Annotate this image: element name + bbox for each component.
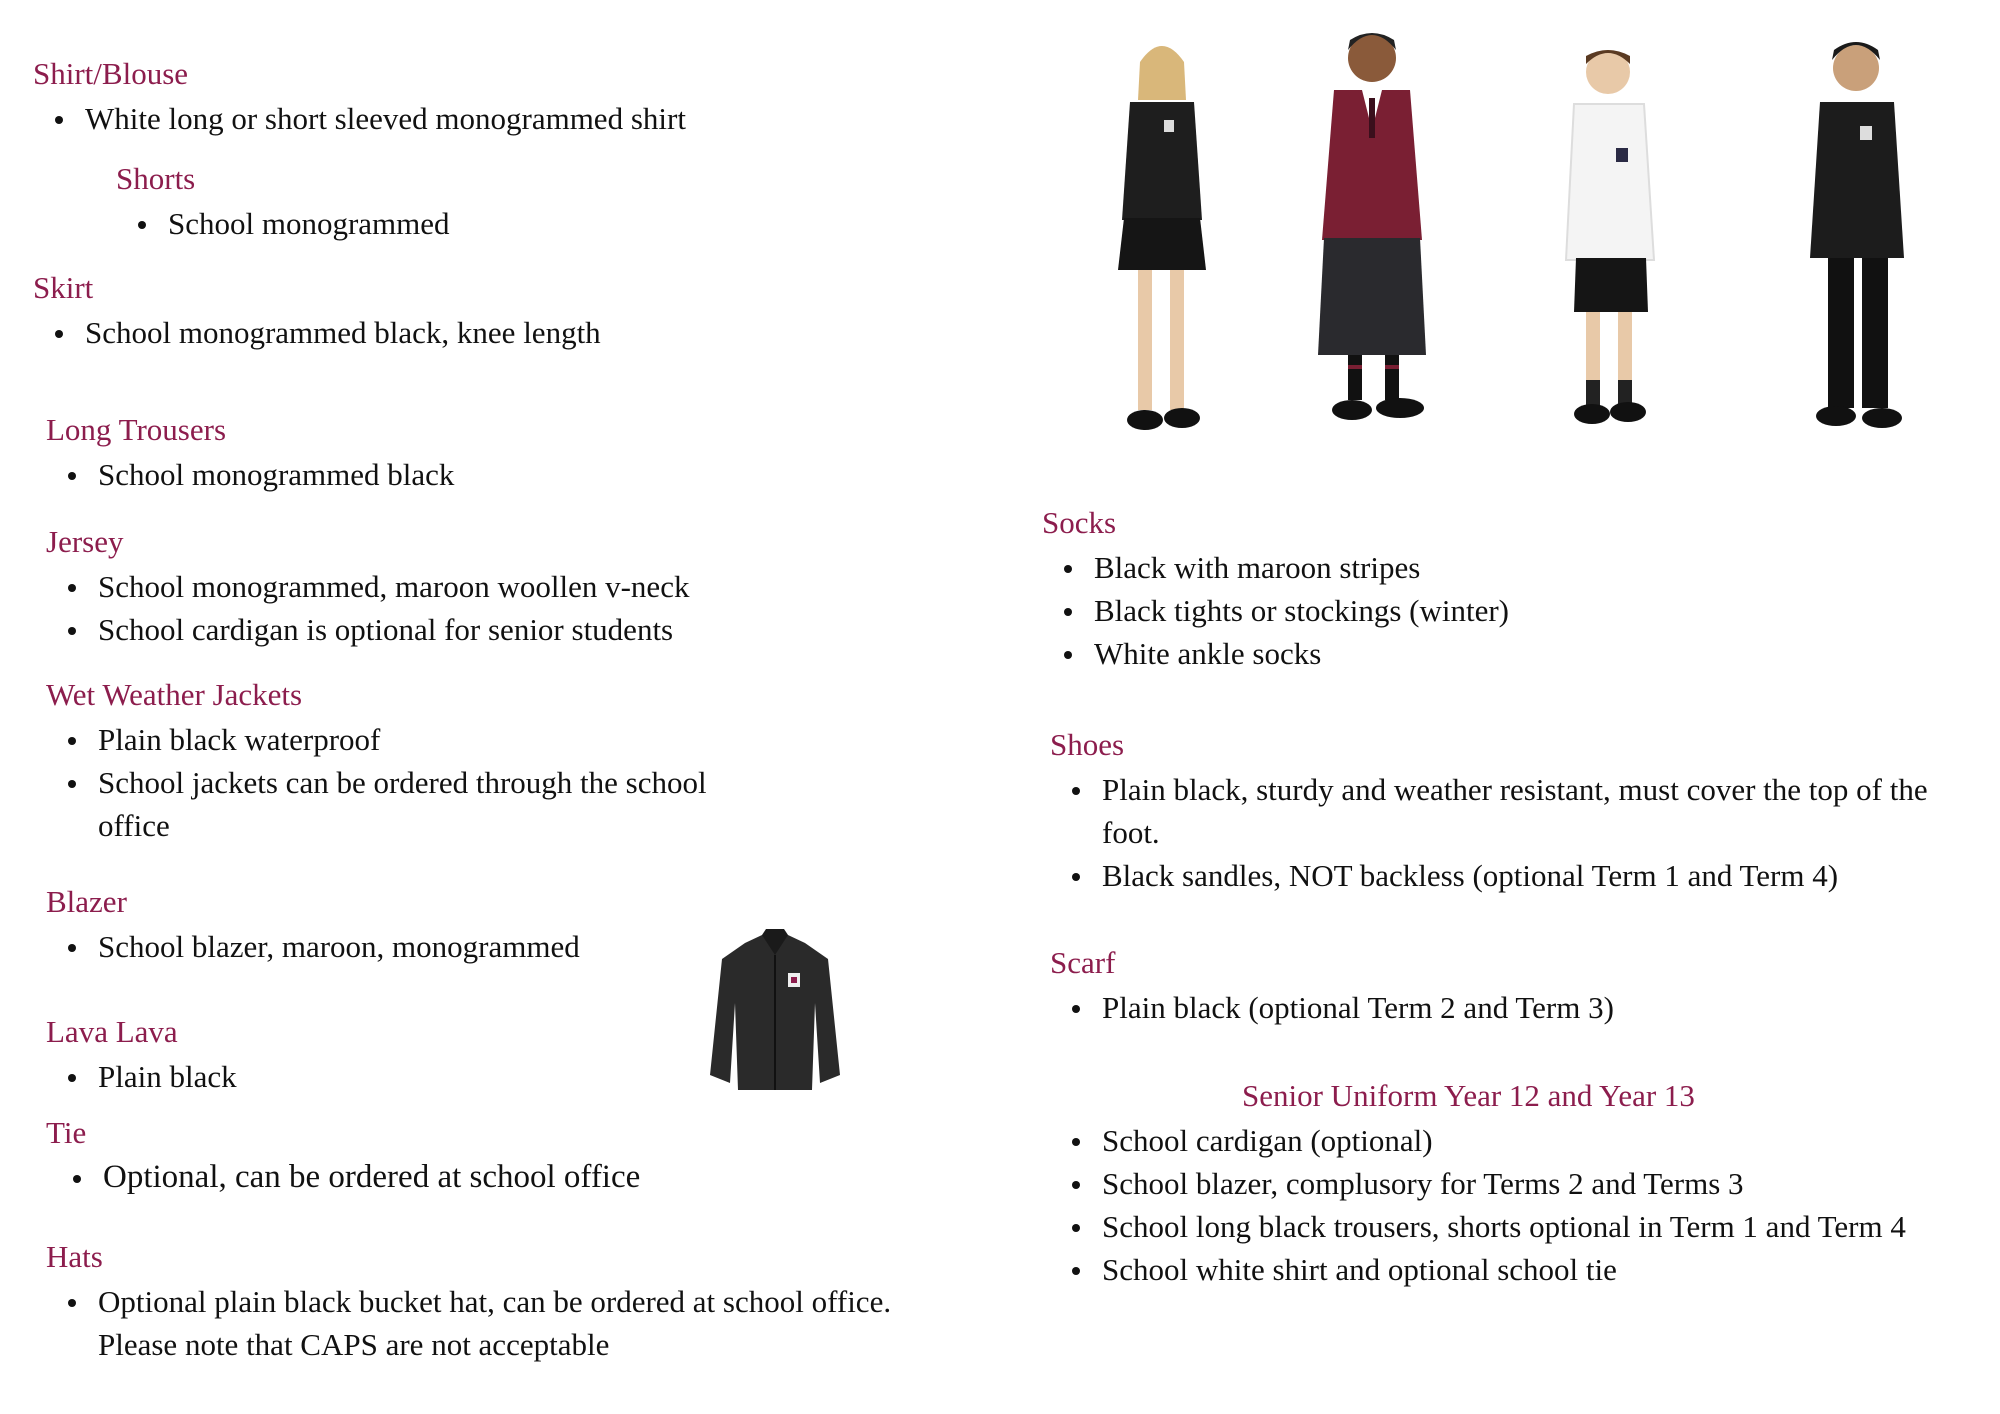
heading-trousers: Long Trousers	[46, 412, 227, 447]
heading-tie: Tie	[46, 1115, 87, 1150]
section-blazer	[46, 882, 746, 968]
heading-blazer: Blazer	[46, 884, 127, 919]
section-hats	[46, 1237, 946, 1366]
list-blazer	[46, 925, 746, 968]
list-item: Optional, can be ordered at school office	[103, 1156, 846, 1199]
list-shorts	[116, 202, 816, 245]
list-item: Plain black waterproof	[98, 718, 726, 761]
section-jersey	[46, 522, 846, 651]
heading-lavalava: Lava Lava	[46, 1014, 178, 1049]
heading-scarf: Scarf	[1050, 945, 1116, 980]
list-item: White long or short sleeved monogrammed shirt	[85, 97, 833, 140]
list-scarf	[1050, 986, 1950, 1029]
student-jacket-skirt	[1118, 46, 1206, 430]
list-item: School jackets can be ordered through the school office	[98, 761, 726, 847]
list-skirt	[33, 311, 833, 354]
heading-shorts: Shorts	[116, 161, 196, 196]
list-lavalava	[46, 1055, 646, 1098]
section-skirt	[33, 268, 833, 354]
list-shirt	[33, 97, 833, 140]
list-tie	[46, 1156, 846, 1199]
list-item: School white shirt and optional school tie	[1102, 1248, 1950, 1291]
section-socks	[1042, 503, 1942, 675]
section-senior	[1050, 1076, 1950, 1291]
school-jacket-image	[700, 925, 850, 1100]
student-shirt-shorts	[1566, 50, 1654, 424]
list-item: School cardigan (optional)	[1102, 1119, 1950, 1162]
heading-shirt: Shirt/Blouse	[33, 56, 189, 91]
list-item: School monogrammed black	[98, 453, 846, 496]
list-item: Plain black	[98, 1055, 646, 1098]
list-shoes	[1050, 768, 1990, 897]
list-item: School monogrammed, maroon woollen v-neck	[98, 565, 846, 608]
list-item: White ankle socks	[1094, 632, 1942, 675]
section-tie	[46, 1113, 846, 1199]
list-item: Black sandles, NOT backless (optional Term 1 and Term 4)	[1102, 854, 1990, 897]
list-item: School blazer, complusory for Terms 2 and Terms 3	[1102, 1162, 1950, 1205]
list-jersey	[46, 565, 846, 651]
list-item: Black tights or stockings (winter)	[1094, 589, 1942, 632]
list-item: School monogrammed black, knee length	[85, 311, 833, 354]
list-item: Optional plain black bucket hat, can be ordered at school office. Please note that CAPS are not acceptable	[98, 1280, 946, 1366]
heading-shoes: Shoes	[1050, 727, 1125, 762]
section-shoes	[1050, 725, 1990, 897]
list-item: Plain black, sturdy and weather resistant, must cover the top of the foot.	[1102, 768, 1990, 854]
heading-jersey: Jersey	[46, 524, 124, 559]
uniform-models-image	[1090, 20, 1930, 460]
section-lavalava	[46, 1012, 646, 1098]
list-item: Black with maroon stripes	[1094, 546, 1942, 589]
section-shorts	[116, 159, 816, 245]
section-jackets	[46, 675, 726, 847]
list-hats	[46, 1280, 946, 1366]
list-senior	[1050, 1119, 1950, 1291]
list-trousers	[46, 453, 846, 496]
section-scarf	[1050, 943, 1950, 1029]
heading-hats: Hats	[46, 1239, 103, 1274]
list-socks	[1042, 546, 1942, 675]
section-shirt	[33, 54, 833, 140]
heading-skirt: Skirt	[33, 270, 94, 305]
heading-jackets: Wet Weather Jackets	[46, 677, 303, 712]
section-trousers	[46, 410, 846, 496]
list-jackets	[46, 718, 726, 847]
heading-senior: Senior Uniform Year 12 and Year 13	[1242, 1078, 1695, 1113]
list-item: School blazer, maroon, monogrammed	[98, 925, 746, 968]
list-item: School monogrammed	[168, 202, 816, 245]
student-jacket-trousers	[1810, 42, 1904, 428]
list-item: Plain black (optional Term 2 and Term 3)	[1102, 986, 1950, 1029]
heading-socks: Socks	[1042, 505, 1117, 540]
list-item: School long black trousers, shorts optional in Term 1 and Term 4	[1102, 1205, 1950, 1248]
list-item: School cardigan is optional for senior students	[98, 608, 846, 651]
student-blazer-lavalava	[1318, 33, 1426, 420]
